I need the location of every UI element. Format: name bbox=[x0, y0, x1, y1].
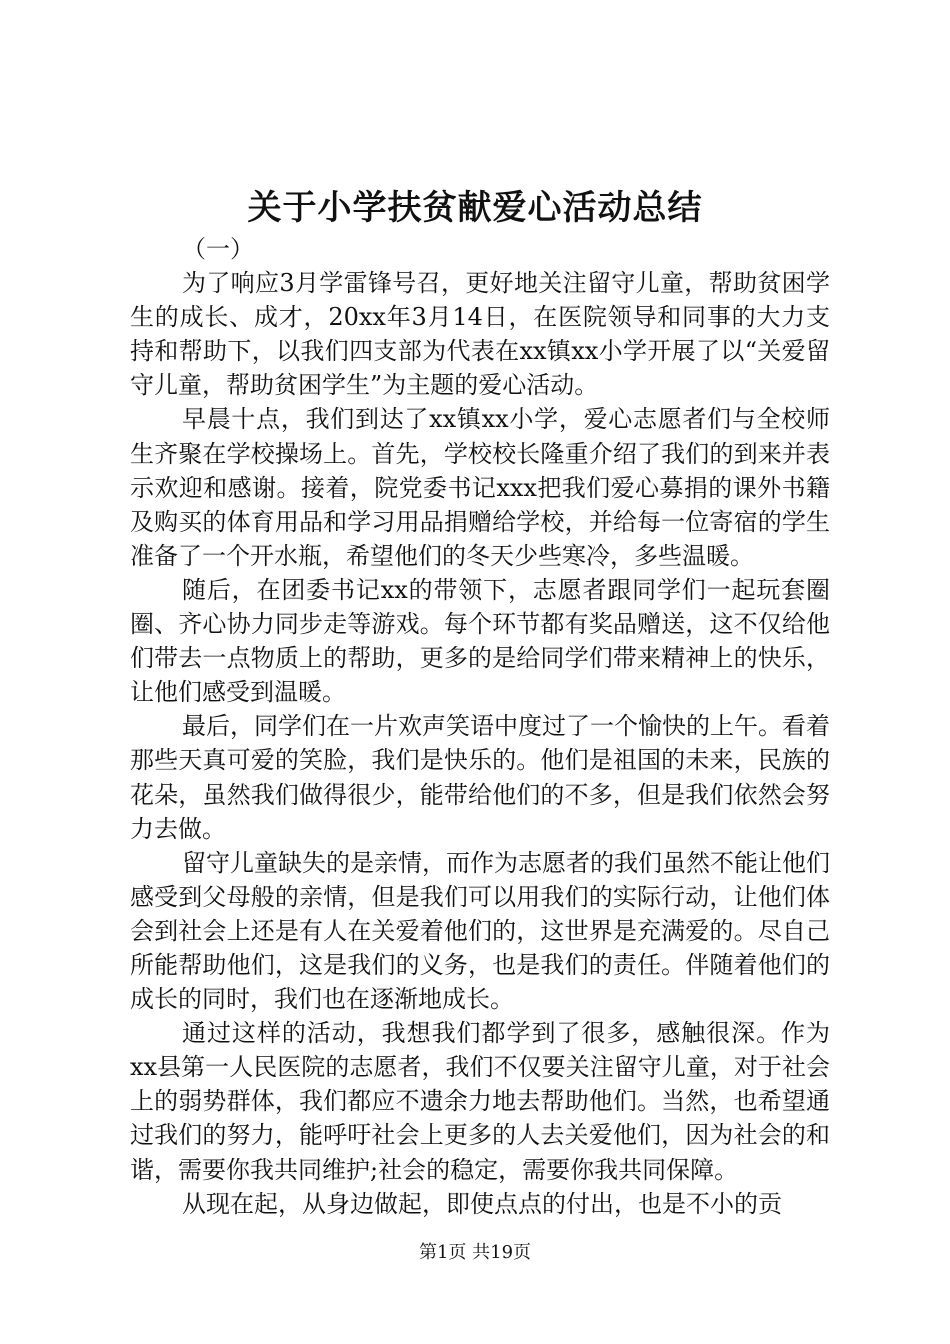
paragraph-closing: 从现在起，从身边做起，即使点点的付出，也是不小的贡 bbox=[182, 1189, 782, 1218]
paragraph-morning: 早晨十点，我们到达了xx镇xx小学，爱心志愿者们与全校师生齐聚在学校操场上。首先，学校校长隆重介绍了我们的到来并表示欢迎和感谢。接着，院党委书记xxx把我们爱心募捐的课外书籍及购买的体育用品和学习用品捐赠给学校，并给每一位寄宿的学生准备了一个开水瓶，希望他们的冬天少些寒冷，多些温暖。 bbox=[130, 405, 830, 570]
paragraph-ending: 最后，同学们在一片欢声笑语中度过了一个愉快的上午。看着那些天真可爱的笑脸，我们是快乐的。他们是祖国的未来，民族的花朵，虽然我们做得很少，能带给他们的不多，但是我们依然会努力去做。 bbox=[130, 712, 830, 843]
paragraph-section-number: （一） bbox=[182, 235, 254, 263]
paragraph-games: 随后，在团委书记xx的带领下，志愿者跟同学们一起玩套圈圈、齐心协力同步走等游戏。每个环节都有奖品赠送，这不仅给他们带去一点物质上的帮助，更多的是给同学们带来精神上的快乐，让他们感受到温暖。 bbox=[130, 575, 830, 707]
paragraph-reflection: 通过这样的活动，我想我们都学到了很多，感触很深。作为xx县第一人民医院的志愿者，我们不仅要关注留守儿童，对于社会上的弱势群体，我们都应不遗余力地去帮助他们。当然，也希望通过我们的努力，能呼吁社会上更多的人去关爱他们，因为社会的和谐，需要你我共同维护;社会的稳定，需要你我共同保障。 bbox=[130, 1019, 830, 1184]
document-body bbox=[130, 232, 830, 1221]
paragraph-intro: 为了响应3月学雷锋号召，更好地关注留守儿童，帮助贫困学生的成长、成才，20xx年3月14日，在医院领导和同事的大力支持和帮助下，以我们四支部为代表在xx镇xx小学开展了以“关爱留守儿童，帮助贫困学生”为主题的爱心活动。 bbox=[130, 269, 830, 400]
page-footer: 第1页 共19页 bbox=[418, 1242, 532, 1263]
document-title: 关于小学扶贫献爱心活动总结 bbox=[247, 188, 703, 228]
paragraph-left-behind-children: 留守儿童缺失的是亲情，而作为志愿者的我们虽然不能让他们感受到父母般的亲情，但是我们可以用我们的实际行动，让他们体会到社会上还是有人在关爱着他们的，这世界是充满爱的。尽自己所能帮助他们，这是我们的义务，也是我们的责任。伴随着他们的成长的同时，我们也在逐渐地成长。 bbox=[130, 848, 830, 1014]
